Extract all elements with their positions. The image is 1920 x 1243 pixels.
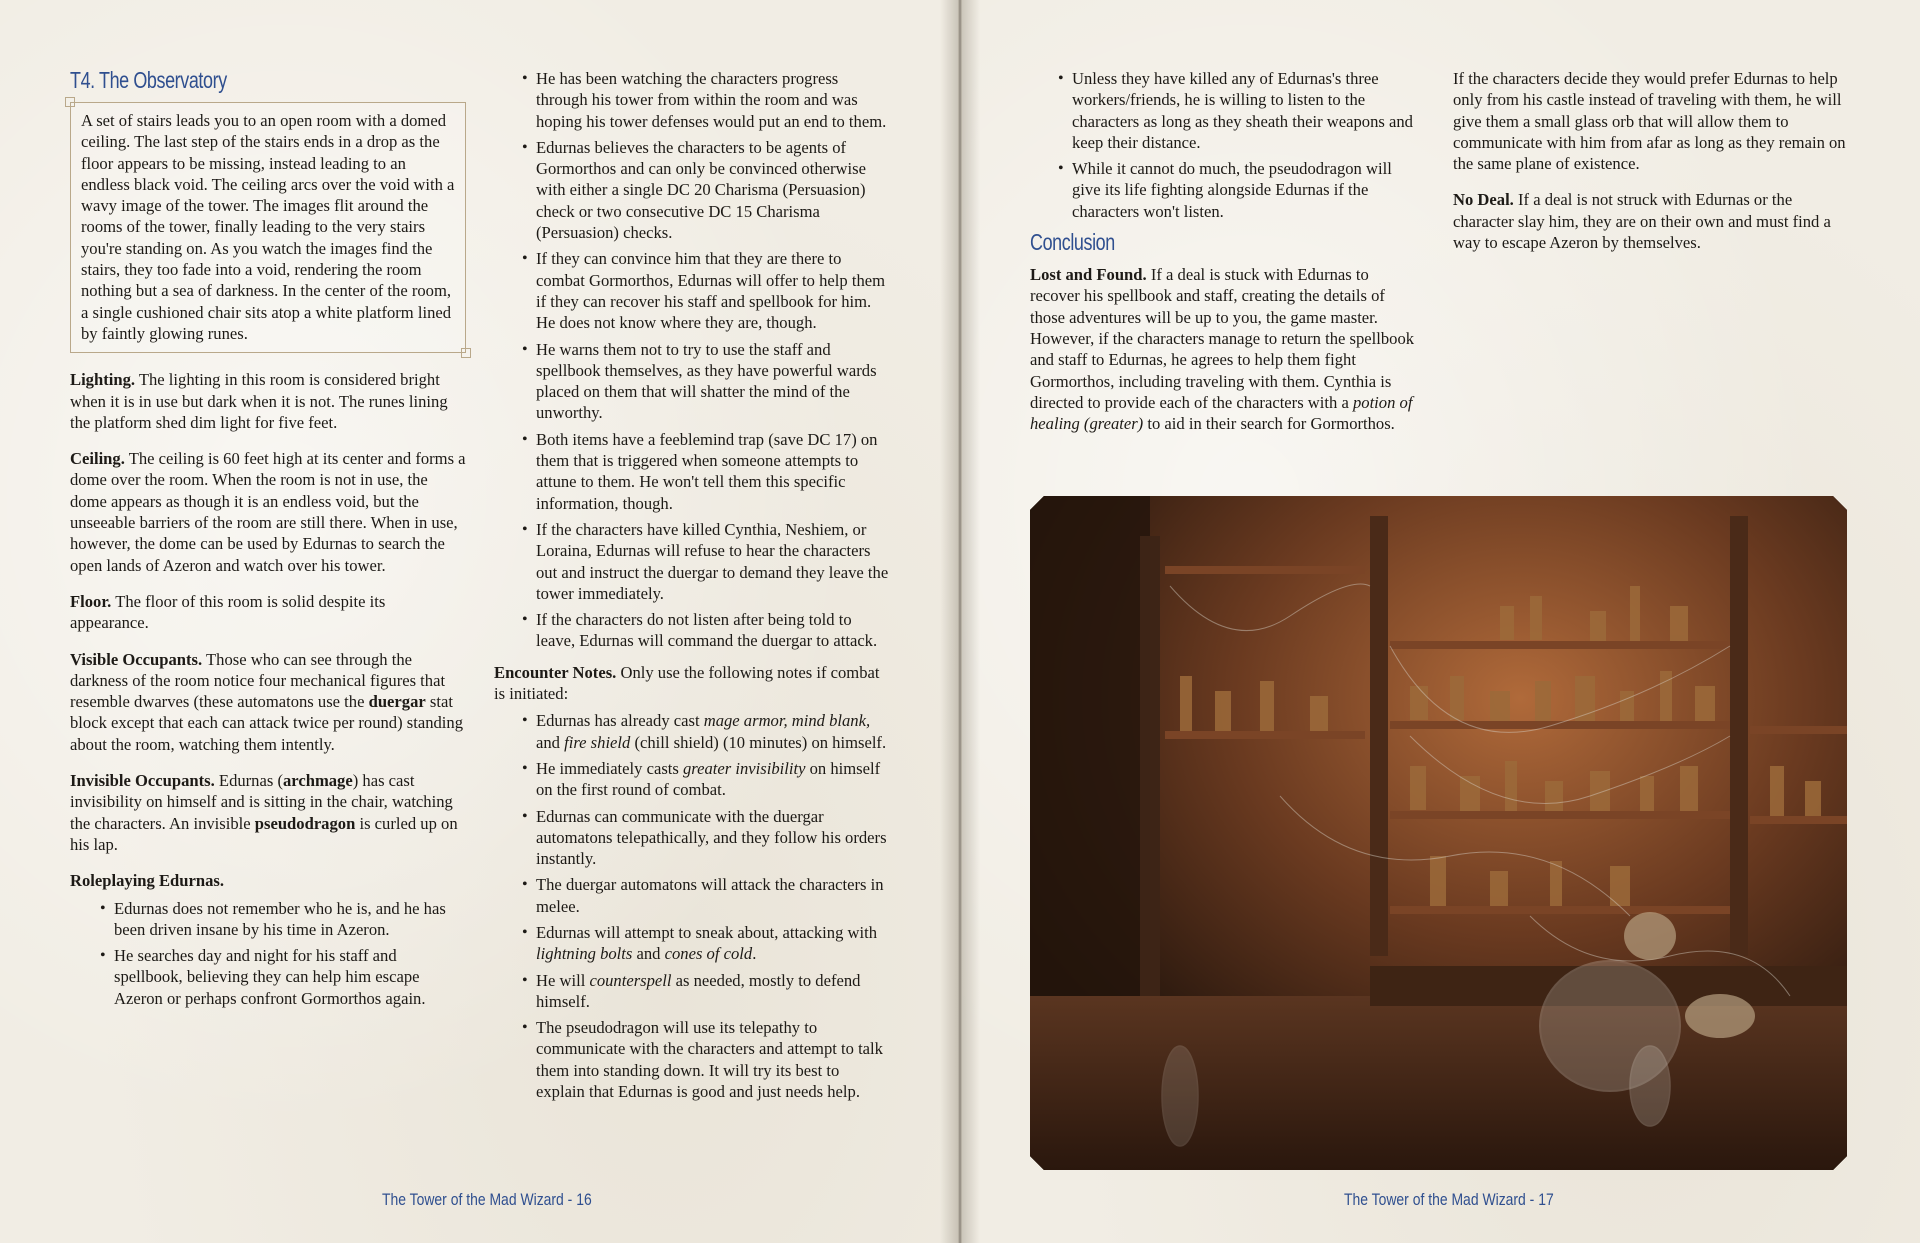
continued-list — [1030, 68, 1422, 222]
list-item: • Edurnas will attempt to sneak about, attacking with lightning bolts and cones of cold. — [536, 922, 892, 965]
section-title: T4. The Observatory — [70, 67, 227, 93]
conclusion-heading: Conclusion — [1030, 229, 1115, 256]
encounter-notes-paragraph: Encounter Notes. Only use the following notes if combat is initiated: — [494, 662, 880, 704]
no-deal-paragraph: No Deal. If a deal is not struck with Edurnas or the character slay him, they are on their own and must find a way to escape Azeron by themselves. — [1453, 190, 1831, 253]
list-item: • Edurnas believes the characters to be agents of Gormorthos and can only be convinced otherwise with either a single DC 20 Charisma (Persuasion) check or two consecutive DC 15 Charisma (Persuasion) checks. — [536, 137, 892, 243]
list-item: • While it cannot do much, the pseudodragon will give its life fighting alongside Edurnas if the characters won't listen. — [1072, 158, 1422, 222]
list-item: • Unless they have killed any of Edurnas's three workers/friends, he is willing to listen to the characters as long as they sheath their weapons and keep their distance. — [1072, 68, 1422, 153]
roleplaying-heading: Roleplaying Edurnas. — [70, 871, 224, 891]
list-item: • The pseudodragon will use its telepathy to communicate with the characters and attempt to talk them into standing down. It will try its best to explain that Edurnas is good and just needs help. — [536, 1017, 892, 1102]
list-item: • If the characters have killed Cynthia, Neshiem, or Loraina, Edurnas will refuse to hear the characters out and instruct the duergar to demand they leave the tower immediately. — [536, 519, 892, 604]
read-aloud-box — [70, 102, 466, 353]
invisible-occupants-paragraph: Invisible Occupants. Edurnas (archmage) has cast invisibility on himself and is sitting in the chair, watching the characters. An invisible pseudodragon is curled up on his lap. — [70, 771, 458, 854]
list-item: • He searches day and night for his staff and spellbook, believing they can help him escape Azeron or perhaps confront Gormorthos again. — [114, 945, 466, 1009]
list-item: • Edurnas does not remember who he is, and he has been driven insane by his time in Azeron. — [114, 898, 466, 941]
list-item: • The duergar automatons will attack the characters in melee. — [536, 874, 892, 917]
ceiling-paragraph: Ceiling. The ceiling is 60 feet high at its center and forms a dome over the room. When the room is not in use, the dome appears as though it is an endless void, but the unseeable barriers of the room are still there. When in use, however, the dome can be used by Edurnas to search the open lands of Azeron and watch over his tower. — [70, 449, 466, 575]
encounter-list — [494, 710, 892, 1102]
list-item: • He has been watching the characters progress through his tower from within the room and was hoping his tower defenses would put an end to them. — [536, 68, 892, 132]
roleplaying-list-continued — [494, 68, 892, 652]
list-item: • If the characters do not listen after being told to leave, Edurnas will command the duergar to attack. — [536, 609, 892, 652]
list-item: • Both items have a feeblemind trap (save DC 17) on them that is triggered when someone attempts to attune to them. He won't tell them this specific information, though. — [536, 429, 892, 514]
list-item: • He immediately casts greater invisibility on himself on the first round of combat. — [536, 758, 892, 801]
visible-occupants-paragraph: Visible Occupants. Those who can see through the darkness of the room notice four mechanical figures that resemble dwarves (these automatons use the duergar stat block except that each can attack twice per round) standing about the room, watching them intently. — [70, 649, 464, 754]
floor-paragraph: Floor. The floor of this room is solid despite its appearance. — [70, 591, 386, 633]
right-page-footer: The Tower of the Mad Wizard - 17 — [1344, 1190, 1554, 1209]
right-column-2 — [1453, 68, 1849, 268]
right-column-1 — [1030, 68, 1422, 449]
list-item: • He will counterspell as needed, mostly to defend himself. — [536, 970, 892, 1013]
lost-and-found-paragraph: Lost and Found. If a deal is stuck with Edurnas to recover his spellbook and staff, creating the details of those adventures will be up to you, the game master. However, if the characters manage to return the spellbook and staff to Edurnas, he agrees to help them fight Gormorthos, including traveling with them. Cynthia is directed to provide each of the characters with a potion of healing (greater) to aid in their search for Gormorthos. — [1030, 265, 1415, 434]
alchemist-shelves-illustration — [1030, 496, 1847, 1170]
list-item: • Edurnas can communicate with the duergar automatons telepathically, and they follow his orders instantly. — [536, 806, 892, 870]
lighting-paragraph: Lighting. The lighting in this room is considered bright when it is in use but dark when it is not. The runes lining the platform shed dim light for five feet. — [70, 370, 448, 432]
roleplaying-list — [70, 898, 466, 1009]
orb-paragraph: If the characters decide they would prefer Edurnas to help only from his castle instead of traveling with them, he will give them a small glass orb that will allow them to communicate with him from afar as long as they remain on the same plane of existence. — [1453, 69, 1846, 174]
left-column-2 — [494, 68, 892, 1112]
list-item: • He warns them not to try to use the staff and spellbook themselves, as they have powerful wards placed on them that will shatter the mind of the unworthy. — [536, 339, 892, 424]
read-aloud-text: A set of stairs leads you to an open room with a domed ceiling. The last step of the stairs ends in a drop as the floor appears to be missing, instead leading to an endless black void. The ceiling arcs over the void with a wavy image of the tower. The images flit around the rooms of the tower, finally leading to the very stairs you're standing on. As you watch the images find the stairs, they too fade into a void, rendering the room nothing but a sea of darkness. In the center of the room, a single cushioned chair sits atop a white platform lined by faintly glowing runes. — [81, 111, 455, 343]
left-column-1 — [70, 67, 466, 1019]
book-gutter — [940, 0, 980, 1243]
left-page-footer: The Tower of the Mad Wizard - 16 — [382, 1190, 592, 1209]
list-item: • If they can convince him that they are there to combat Gormorthos, Edurnas will offer to help them if they can recover his staff and spellbook for him. He does not know where they are, though. — [536, 248, 892, 333]
list-item: • Edurnas has already cast mage armor, mind blank, and fire shield (chill shield) (10 minutes) on himself. — [536, 710, 892, 753]
